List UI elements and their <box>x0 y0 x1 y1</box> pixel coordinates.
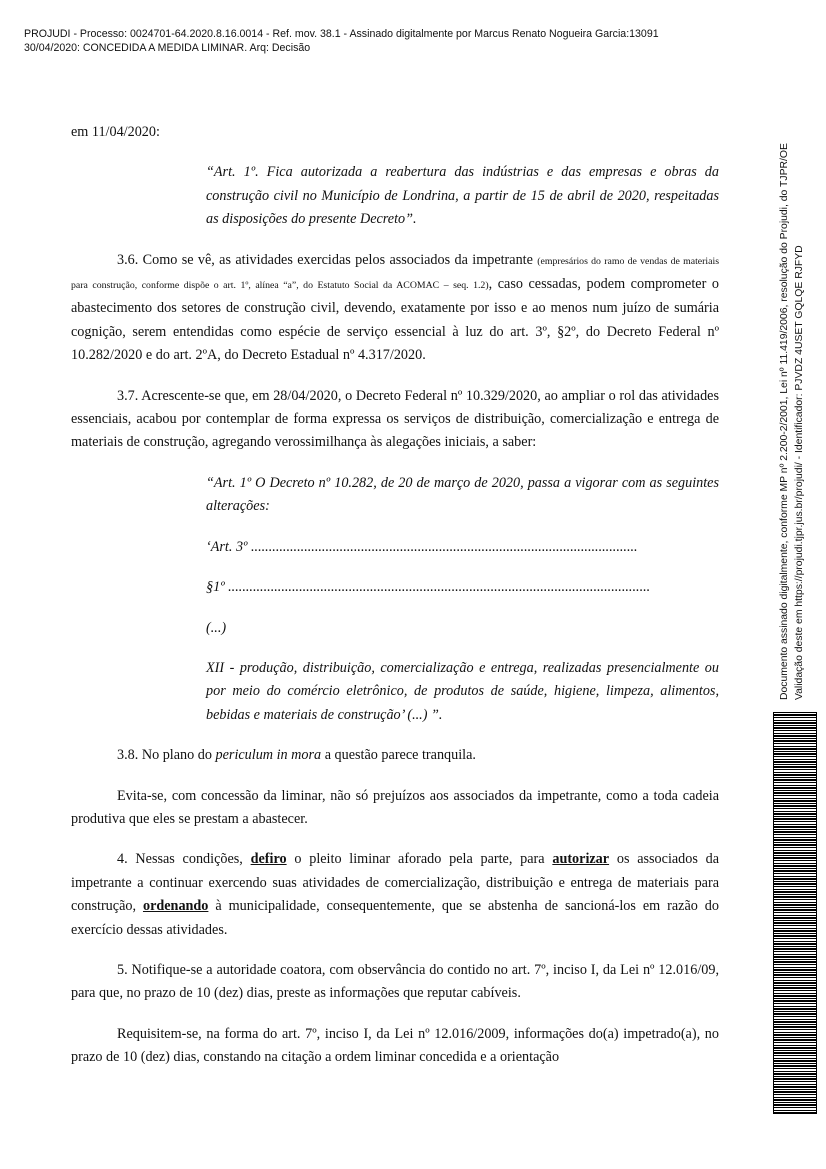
p4-defiro: defiro <box>250 851 287 868</box>
paragraph-3-8 <box>71 744 719 767</box>
p36-text-a: 3.6. Como se vê, as atividades exercidas pelos associados da impetrante <box>117 251 533 268</box>
paragraph-3-6 <box>71 249 719 368</box>
header-line-2: 30/04/2020: CONCEDIDA A MEDIDA LIMINAR. Arq: Decisão <box>24 42 311 54</box>
paragraph-4 <box>71 848 719 942</box>
side-note-line-2: Validação deste em https://projudi.tjpr.jus.br/projudi/ - Identificador: PJVDZ 4USET GQLQE RJFYD <box>794 245 805 700</box>
quote-decreto-10329 <box>206 472 719 727</box>
p4-text-c: os associados da impetrante a continuar exercendo suas atividades de comercialização, distribuição e entrega de materiais para construção, <box>71 851 720 915</box>
paragraph-evita: Evita-se, com concessão da liminar, não só prejuízos aos associados da impetrante, como a toda cadeia produtiva que eles se prestam a abastecer. <box>71 787 719 827</box>
p4-text-b: o pleito liminar aforado pela parte, para <box>294 851 545 868</box>
document-body <box>71 121 719 1070</box>
p38-latin-term: periculum in mora <box>215 747 322 764</box>
p36-small-note: (empresários do ramo de vendas de materiais para construção, conforme dispõe o art. 1º, alínea “a”, do Estatuto Social da ACOMAC – seq. 1.2) <box>71 255 720 292</box>
paragraph-intro: em 11/04/2020: <box>71 124 160 140</box>
p38-text-a: 3.8. No plano do <box>117 747 212 764</box>
quote2-par1: §1º ....................................................................................................................... <box>206 579 651 596</box>
validation-barcode <box>773 712 817 1114</box>
p36-text-b: , caso cessadas, podem comprometer o abastecimento dos setores de construção civil, devendo, exatamente por isso e ao menos num juízo de sumária cognição, serem entendidas como espécie de serviço essencial à luz do art. 3º, §2º, do Decreto Federal nº 10.282/2020 e do art. 2ºA, do Decreto Estadual nº 4.317/2020. <box>71 276 719 364</box>
quote2-ellipsis: (...) <box>206 619 227 636</box>
p4-text-a: 4. Nessas condições, <box>117 851 243 868</box>
header-line-1: PROJUDI - Processo: 0024701-64.2020.8.16.0014 - Ref. mov. 38.1 - Assinado digitalmente por Marcus Renato Nogueira Garcia:13091 <box>24 28 659 40</box>
paragraph-3-7: 3.7. Acrescente-se que, em 28/04/2020, o Decreto Federal nº 10.329/2020, ao ampliar o rol das atividades essenciais, acabou por contemplar de forma expressa os serviços de distribuição, comercialização e entrega de materiais de construção, agregando verossimilhança às alegações iniciais, a saber: <box>71 387 719 451</box>
p4-autorizar: autorizar <box>552 851 610 868</box>
p4-text-d: à municipalidade, consequentemente, que se abstenha de sancioná-los em razão do exercício dessas atividades. <box>71 898 719 938</box>
p38-text-b: a questão parece tranquila. <box>324 747 476 764</box>
quote2-intro: “Art. 1º O Decreto nº 10.282, de 20 de março de 2020, passa a vigorar com as seguintes alterações: <box>206 474 719 515</box>
signature-side-note <box>777 80 817 700</box>
paragraph-5: 5. Notifique-se a autoridade coatora, com observância do contido no art. 7º, inciso I, da Lei nº 12.016/09, para que, no prazo de 10 (dez) dias, preste as informações que reputar cabíveis. <box>71 961 719 1002</box>
side-note-line-1: Documento assinado digitalmente, conforme MP nº 2.200-2/2001, Lei nº 11.419/2006, resolução do Projudi, do TJPR/OE <box>779 143 790 700</box>
document-header <box>24 27 659 55</box>
quote2-item-xii: XII - produção, distribuição, comercialização e entrega, realizadas presencialmente ou por meio do comércio eletrônico, de produtos de saúde, higiene, limpeza, alimentos, bebidas e materiais de construção’ (...) ”. <box>206 659 719 723</box>
quote2-art3: ‘Art. 3º ............................................................................................................. <box>206 538 638 555</box>
quote-art1-londrina: “Art. 1º. Fica autorizada a reabertura das indústrias e das empresas e obras da construção civil no Município de Londrina, a partir de 15 de abril de 2020, respeitadas as disposições do presente Decreto”. <box>206 164 719 228</box>
paragraph-requisitem: Requisitem-se, na forma do art. 7º, inciso I, da Lei nº 12.016/2009, informações do(a) impetrado(a), no prazo de 10 (dez) dias, constando na citação a ordem liminar concedida e a orientação <box>71 1025 719 1066</box>
p4-ordenando: ordenando <box>142 898 209 915</box>
